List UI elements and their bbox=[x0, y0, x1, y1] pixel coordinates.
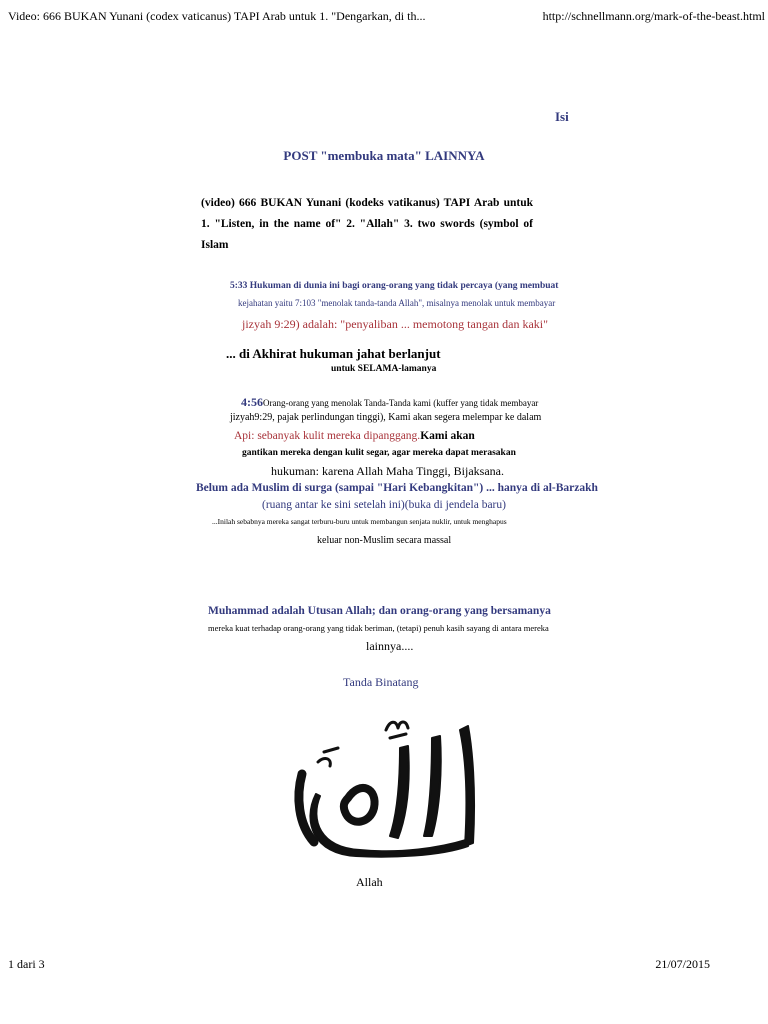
verse-456-text: Orang-orang yang menolak Tanda-Tanda kami (kuffer yang tidak membayar bbox=[263, 398, 539, 408]
print-footer-page: 1 dari 3 bbox=[8, 957, 45, 971]
muhammad-link[interactable]: Muhammad adalah Utusan Allah; dan orang-orang yang bersamanya bbox=[208, 605, 551, 617]
barzakh-nuclear-line: ...Inilah sebabnya mereka sangat terburu-buru untuk membangun senjata nuklir, untuk menghapus bbox=[212, 517, 507, 526]
isi-link[interactable]: Isi bbox=[555, 109, 569, 124]
tanda-binatang-link[interactable]: Tanda Binatang bbox=[343, 675, 419, 689]
verse-456-fire-text: Api: sebanyak kulit mereka dipanggang. bbox=[234, 430, 421, 442]
barzakh-link[interactable]: Belum ada Muslim di surga (sampai "Hari Kebangkitan") ... hanya di al-Barzakh bbox=[196, 482, 598, 494]
lainnya-link[interactable]: lainnya.... bbox=[366, 639, 414, 653]
print-header-url[interactable]: http://schnellmann.org/mark-of-the-beast.html bbox=[542, 9, 765, 23]
verse-456-line2: jizyah9:29, pajak perlindungan tinggi), Kami akan segera melempar ke dalam bbox=[230, 412, 542, 423]
barzakh-massal-line: keluar non-Muslim secara massal bbox=[317, 535, 452, 546]
barzakh-new-window-link[interactable]: (ruang antar ke sini setelah ini)(buka di jendela baru) bbox=[262, 499, 506, 511]
akhirat-heading: ... di Akhirat hukuman jahat berlanjut bbox=[226, 346, 441, 361]
verse-533-line3: jizyah 9:29) adalah: "penyaliban ... memotong tangan dan kaki" bbox=[242, 317, 549, 331]
print-footer-date: 21/07/2015 bbox=[655, 957, 710, 971]
post-title-link[interactable]: POST "membuka mata" LAINNYA bbox=[283, 148, 485, 163]
muhammad-subline: mereka kuat terhadap orang-orang yang tidak beriman, (tetapi) penuh kasih sayang di antara mereka bbox=[208, 623, 549, 633]
allah-calligraphy-icon bbox=[290, 708, 495, 858]
akhirat-subline: untuk SELAMA-lamanya bbox=[331, 364, 437, 374]
intro-paragraph: (video) 666 BUKAN Yunani (kodeks vatikanus) TAPI Arab untuk 1. "Listen, in the name of" 2. "Allah" 3. two swords (symbol of Islam bbox=[201, 197, 533, 251]
verse-456-line5: hukuman: karena Allah Maha Tinggi, Bijaksana. bbox=[271, 464, 504, 478]
verse-456-bold-text: Kami akan bbox=[420, 430, 475, 442]
verse-456-line1 bbox=[241, 395, 538, 410]
verse-533-line2: kejahatan yaitu 7:103 "menolak tanda-tanda Allah", misalnya menolak untuk membayar bbox=[238, 298, 556, 308]
verse-456-ref: 4:56 bbox=[241, 395, 263, 409]
verse-456-line4: gantikan mereka dengan kulit segar, agar mereka dapat merasakan bbox=[242, 448, 516, 458]
print-header-title: Video: 666 BUKAN Yunani (codex vaticanus) TAPI Arab untuk 1. "Dengarkan, di th... bbox=[8, 9, 426, 23]
verse-456-line3 bbox=[234, 430, 475, 442]
image-caption: Allah bbox=[356, 875, 383, 889]
verse-533-line1: 5:33 Hukuman di dunia ini bagi orang-orang yang tidak percaya (yang membuat bbox=[230, 281, 559, 291]
